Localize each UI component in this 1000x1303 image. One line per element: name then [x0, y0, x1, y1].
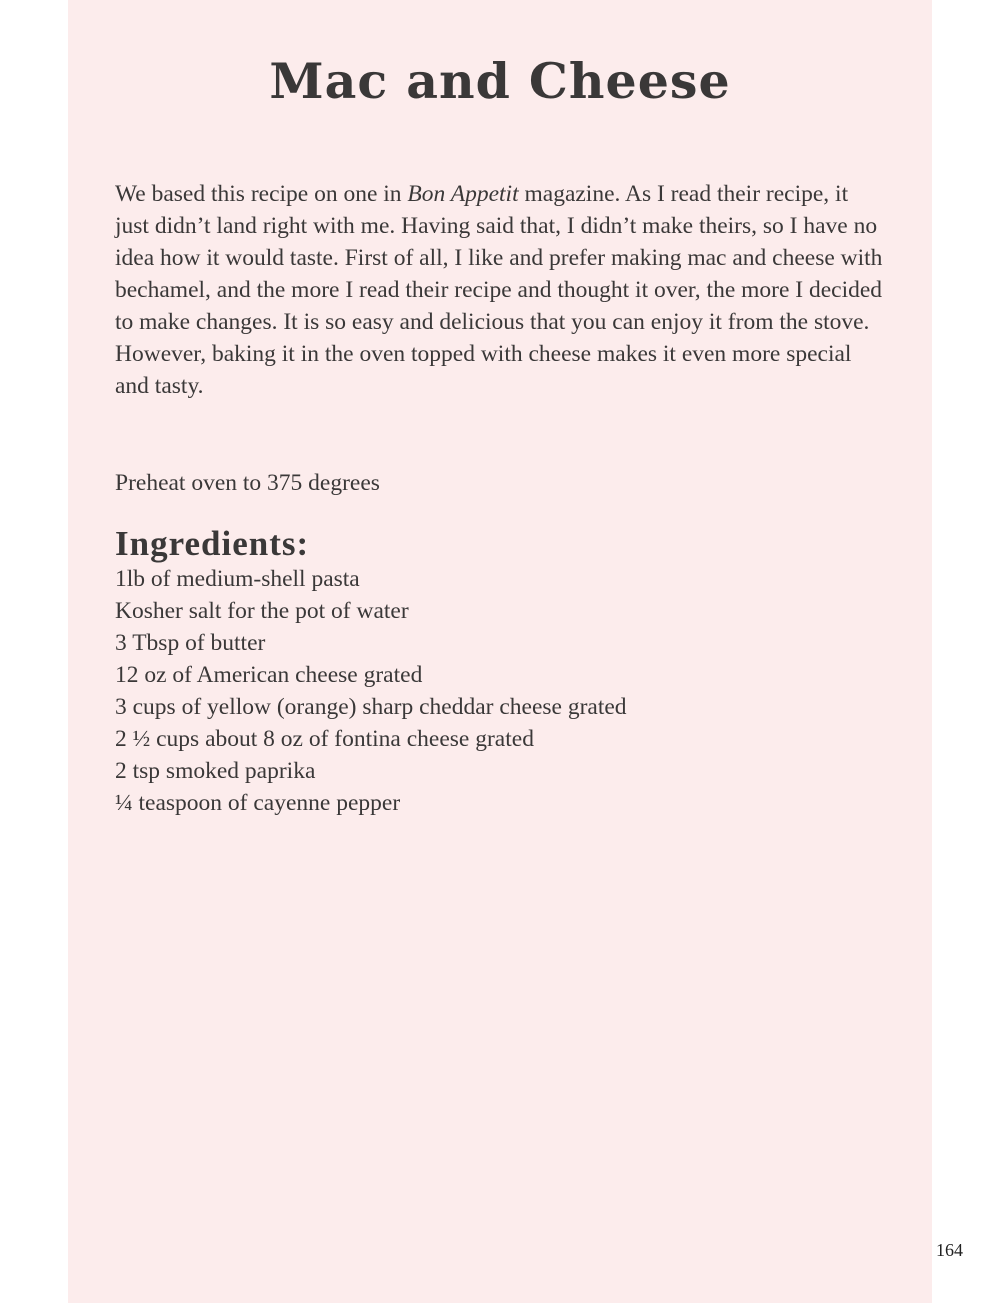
intro-text-start: We based this recipe on one in	[115, 181, 408, 207]
intro-text-rest: magazine. As I read their recipe, it just didn’t land right with me. Having said that, I didn’t make theirs, so I have no idea how it would taste. First of all, I like and prefer making mac and cheese with bechamel, and the more I read their recipe and thought it over, the more I decided to make changes. It is so easy and delicious that you can enjoy it from the stove. However, baking it in the oven topped with cheese makes it even more special and tasty.	[115, 181, 883, 399]
recipe-intro	[115, 178, 885, 402]
magazine-name: Bon Appetit	[407, 181, 519, 207]
ingredient-item: 2 ½ cups about 8 oz of fontina cheese grated	[115, 726, 534, 752]
ingredient-item: 3 Tbsp of butter	[115, 630, 266, 656]
ingredient-item: 3 cups of yellow (orange) sharp cheddar cheese grated	[115, 694, 627, 720]
ingredient-item: Kosher salt for the pot of water	[115, 598, 409, 624]
ingredient-item: 1lb of medium-shell pasta	[115, 566, 360, 592]
page-number: 164	[936, 1240, 963, 1260]
ingredients-heading: Ingredients:	[115, 524, 310, 563]
recipe-title: Mac and Cheese	[269, 52, 731, 110]
ingredient-item: 2 tsp smoked paprika	[115, 758, 316, 784]
preheat-instruction: Preheat oven to 375 degrees	[115, 470, 380, 496]
ingredient-item: 12 oz of American cheese grated	[115, 662, 423, 688]
ingredients-list	[115, 563, 627, 819]
ingredient-item: ¼ teaspoon of cayenne pepper	[115, 790, 401, 816]
